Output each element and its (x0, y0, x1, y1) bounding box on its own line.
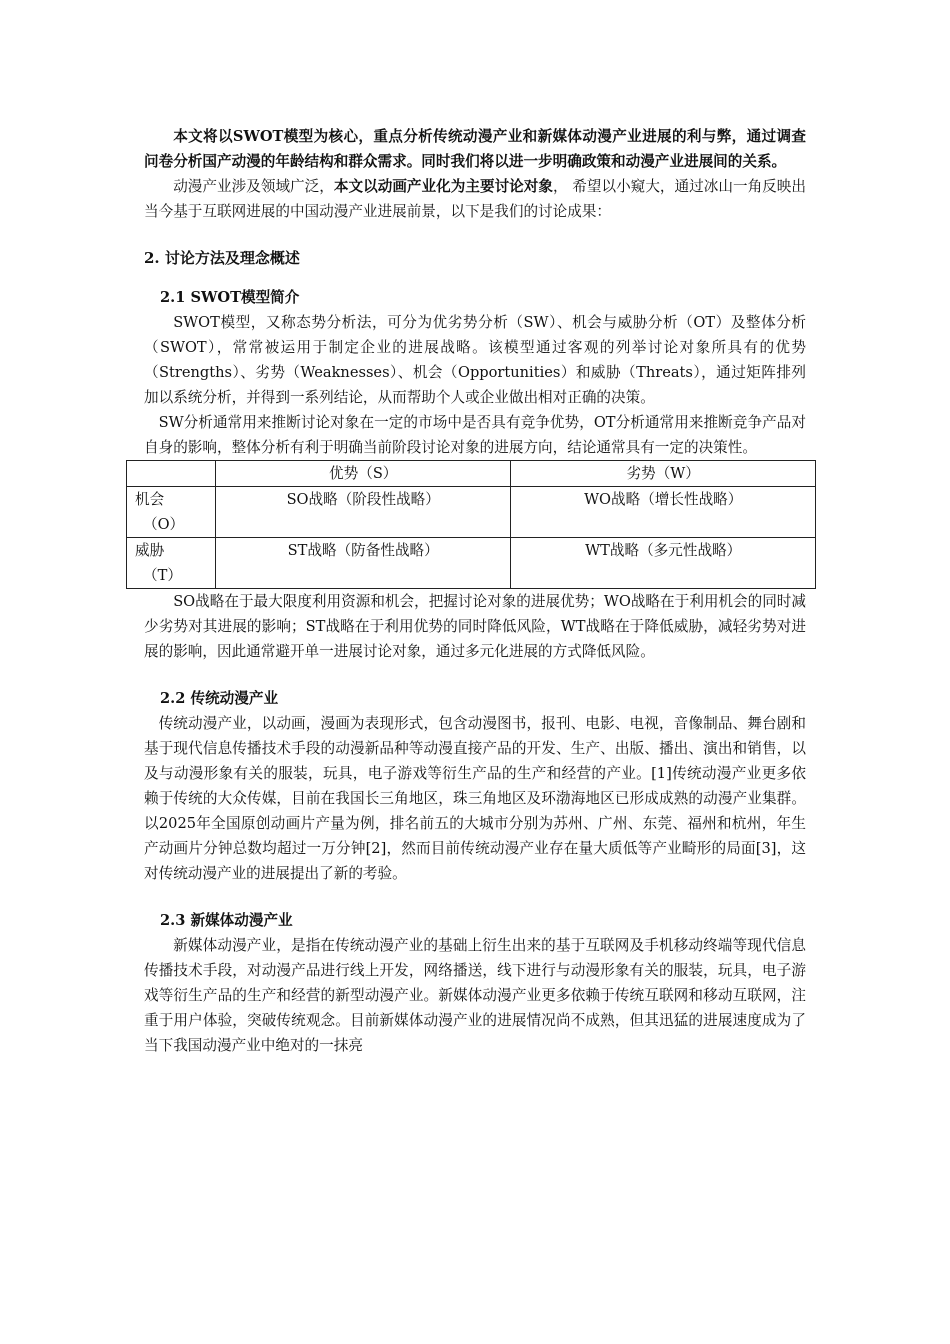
swot-row-opportunity-label (127, 487, 216, 538)
swot-row-threat-label-line2: （T） (143, 567, 182, 584)
swot-analysis-paragraph: SW分析通常用来推断讨论对象在一定的市场中是否具有竞争优势，OT分析通常用来推断竞争产品对自身的影响，整体分析有利于明确当前阶段讨论对象的进展方向，结论通常具有一定的决策性。 (144, 414, 806, 456)
swot-col-weakness: 劣势（W） (511, 461, 816, 487)
new-media-anime-paragraph: 新媒体动漫产业，是指在传统动漫产业的基础上衍生出来的基于互联网及手机移动终端等现代信息传播技术手段，对动漫产品进行线上开发，网络播送，线下进行与动漫形象有关的服装，玩具，电子游戏等衍生产品的生产和经营的新型动漫产业。新媒体动漫产业更多依赖于传统互联网和移动互联网，注重于用户体验，突破传统观念。目前新媒体动漫产业的进展情况尚不成熟，但其迅猛的进展速度成为了当下我国动漫产业中绝对的一抹亮 (144, 937, 806, 1054)
intro-paragraph-2-start: 动漫产业涉及领域广泛， (173, 178, 334, 195)
intro-paragraph-2-emphasis: 本文以动画产业化为主要讨论对象 (333, 178, 554, 195)
swot-table-header-row (127, 461, 816, 487)
swot-row-threat-label-line1: 威胁 (135, 542, 165, 559)
swot-matrix-table (126, 460, 816, 589)
swot-cell-wo: WO战略（增长性战略） (511, 487, 816, 538)
document-page (135, 124, 806, 1058)
section-2-heading: 2. 讨论方法及理念概述 (144, 249, 300, 267)
traditional-anime-paragraph: 传统动漫产业，以动画，漫画为表现形式，包含动漫图书，报刊、电影、电视，音像制品、舞台剧和基于现代信息传播技术手段的动漫新品种等动漫直接产品的开发、生产、出版、播出、演出和销售，以及与动漫形象有关的服装，玩具，电子游戏等衍生产品的生产和经营的产业。[1]传统动漫产业更多依赖于传统的大众传媒，目前在我国长三角地区，珠三角地区及环渤海地区已形成成熟的动漫产业集群。以2025年全国原创动画片产量为例，排名前五的大城市分别为苏州、广州、东莞、福州和杭州，年生产动画片分钟总数均超过一万分钟[2]，然而目前传统动漫产业存在量大质低等产业畸形的局面[3]，这对传统动漫产业的进展提出了新的考验。 (144, 715, 806, 882)
section-2-1-heading: 2.1 SWOT模型简介 (160, 289, 300, 306)
section-2-3-heading: 2.3 新媒体动漫产业 (160, 912, 293, 929)
swot-table-row-opportunity (127, 487, 816, 538)
swot-strategy-paragraph: SO战略在于最大限度利用资源和机会，把握讨论对象的进展优势；WO战略在于利用机会的同时减少劣势对其进展的影响；ST战略在于利用优势的同时降低风险，WT战略在于降低威胁，减轻劣势对进展的影响，因此通常避开单一进展讨论对象，通过多元化进展的方式降低风险。 (144, 593, 806, 660)
swot-intro-paragraph: SWOT模型，又称态势分析法，可分为优劣势分析（SW）、机会与威胁分析（OT）及整体分析（SWOT），常常被运用于制定企业的进展战略。该模型通过客观的列举讨论对象所具有的优势（Strengths）、劣势（Weaknesses）、机会（Opportunities）和威胁（Threats），通过矩阵排列加以系统分析，并得到一系列结论，从而帮助个人或企业做出相对正确的决策。 (144, 314, 806, 406)
intro-paragraph-2-end: ， 希望以小窥大，通过冰山一角反映出当今基于互联网进展的中国动漫产业进展前景，以下是我们的讨论成果： (144, 178, 806, 220)
intro-paragraph-1: 本文将以SWOT模型为核心，重点分析传统动漫产业和新媒体动漫产业进展的利与弊，通过调查问卷分析国产动漫的年龄结构和群众需求。同时我们将以进一步明确政策和动漫产业进展间的关系。 (144, 128, 806, 170)
swot-row-opportunity-label-line1: 机会 (135, 491, 165, 508)
swot-cell-wt: WT战略（多元性战略） (511, 538, 816, 589)
swot-cell-st: ST战略（防备性战略） (216, 538, 511, 589)
section-2-2-heading: 2.2 传统动漫产业 (160, 690, 279, 707)
swot-row-opportunity-label-line2: （O） (143, 516, 185, 533)
swot-col-strength: 优势（S） (216, 461, 511, 487)
intro-paragraph-2 (144, 174, 806, 224)
swot-cell-so: SO战略（阶段性战略） (216, 487, 511, 538)
swot-table-row-threat (127, 538, 816, 589)
swot-row-threat-label (127, 538, 216, 589)
swot-table-corner-cell (127, 461, 216, 487)
